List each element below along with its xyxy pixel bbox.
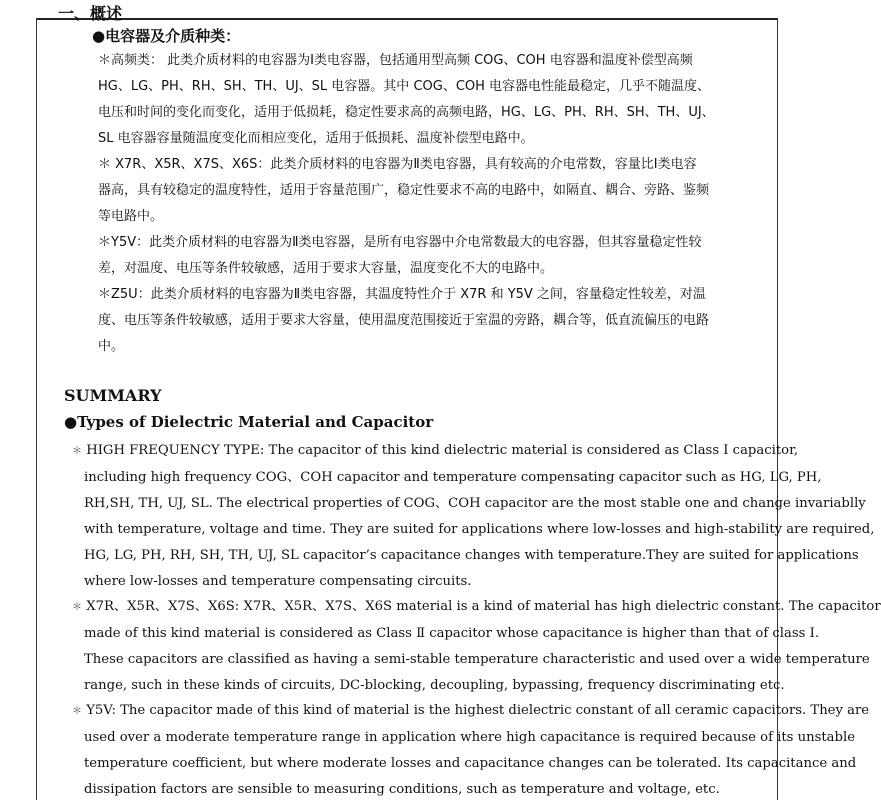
summary-title: SUMMARY <box>64 386 162 405</box>
paragraph-line: ＊高频类： 此类介质材料的电容器为Ⅰ类电容器，包括通用型高频 COG、COH 电容器和温度补偿型高频 <box>98 53 693 68</box>
star-bullet-icon: ＊ <box>72 602 82 613</box>
paragraph-line: These capacitors are classified as having a semi-stable temperature characteristic and used over a wide temperature <box>84 652 870 667</box>
cn-paragraph-y5v <box>98 230 770 282</box>
en-paragraph-high-frequency <box>72 438 875 595</box>
paragraph-line: temperature coefficient, but where moderate losses and capacitance changes can be tolerated. Its capacitance and <box>84 756 857 771</box>
left-border <box>36 18 37 800</box>
paragraph-line: 中。 <box>98 339 125 354</box>
paragraph-line: RH,SH, TH, UJ, SL. The electrical properties of COG、COH capacitor are the most stable one and change invariablly <box>84 496 866 511</box>
cn-paragraph-z5u <box>98 282 770 360</box>
chinese-section-title: 一、概述 <box>58 4 123 23</box>
paragraph-line: including high frequency COG、COH capacitor and temperature compensating capacitor such as HG, LG, PH, <box>84 470 822 485</box>
paragraph-line: 器高，具有较稳定的温度特性，适用于容量范围广，稳定性要求不高的电路中，如隔直、耦合、旁路、鉴频 <box>98 183 710 198</box>
top-rule <box>36 18 777 20</box>
en-paragraph-x7r <box>72 594 881 699</box>
summary-subtitle: ●Types of Dielectric Material and Capacitor <box>64 413 434 431</box>
paragraph-line: ＊Y5V：此类介质材料的电容器为Ⅱ类电容器，是所有电容器中介电常数最大的电容器，但其容量稳定性较 <box>98 235 702 250</box>
paragraph-line: dissipation factors are sensible to measuring conditions, such as temperature and voltage, etc. <box>84 782 720 797</box>
paragraph-line: Y5V: The capacitor made of this kind of material is the highest dielectric constant of all ceramic capacitors. They are <box>86 703 870 718</box>
paragraph-line: X7R、X5R、X7S、X6S: X7R、X5R、X7S、X6S material is a kind of material has high dielectric constant. The capacitor <box>86 599 881 614</box>
paragraph-line: 差，对温度、电压等条件较敏感，适用于要求大容量，温度变化不大的电路中。 <box>98 261 554 276</box>
paragraph-line: HG、LG、PH、RH、SH、TH、UJ、SL 电容器。其中 COG、COH 电容器电性能最稳定，几乎不随温度、 <box>98 79 711 94</box>
paragraph-line: SL 电容器容量随温度变化而相应变化，适用于低损耗、温度补偿型电路中。 <box>98 131 534 146</box>
paragraph-line: made of this kind material is considered as Class Ⅱ capacitor whose capacitance is higher than that of class Ⅰ. <box>84 626 820 641</box>
star-bullet-icon: ＊ <box>72 706 82 717</box>
paragraph-line: ＊Z5U：此类介质材料的电容器为Ⅱ类电容器，其温度特性介于 X7R 和 Y5V 之间，容量稳定性较差，对温 <box>98 287 706 302</box>
paragraph-line: HG, LG, PH, RH, SH, TH, UJ, SL capacitor’s capacitance changes with temperature.They are suited for applications <box>84 548 859 563</box>
paragraph-line: where low-losses and temperature compensating circuits. <box>84 574 472 589</box>
cn-paragraph-high-frequency <box>98 48 770 152</box>
chinese-subtitle: ●电容器及介质种类： <box>92 27 241 45</box>
star-bullet-icon: ＊ <box>72 446 82 457</box>
en-paragraph-y5v <box>72 698 870 803</box>
paragraph-line: 等电路中。 <box>98 209 164 224</box>
cn-paragraph-x7r <box>98 152 770 230</box>
paragraph-line: ＊ X7R、X5R、X7S、X6S：此类介质材料的电容器为Ⅱ类电容器，具有较高的介电常数，容量比Ⅰ类电容 <box>98 157 697 172</box>
paragraph-line: 电压和时间的变化而变化，适用于低损耗，稳定性要求高的高频电路，HG、LG、PH、RH、SH、TH、UJ、 <box>98 105 715 120</box>
paragraph-line: used over a moderate temperature range in application where high capacitance is required because of its unstable <box>84 730 855 745</box>
paragraph-line: 度、电压等条件较敏感，适用于要求大容量，使用温度范围接近于室温的旁路，耦合等，低直流偏压的电路 <box>98 313 710 328</box>
paragraph-line: range, such in these kinds of circuits, DC-blocking, decoupling, bypassing, frequency discriminating etc. <box>84 678 785 693</box>
paragraph-line: HIGH FREQUENCY TYPE: The capacitor of this kind dielectric material is considered as Class Ⅰ capacitor, <box>86 443 799 458</box>
paragraph-line: with temperature, voltage and time. They are suited for applications where low-losses and high-stability are required, <box>84 522 875 537</box>
